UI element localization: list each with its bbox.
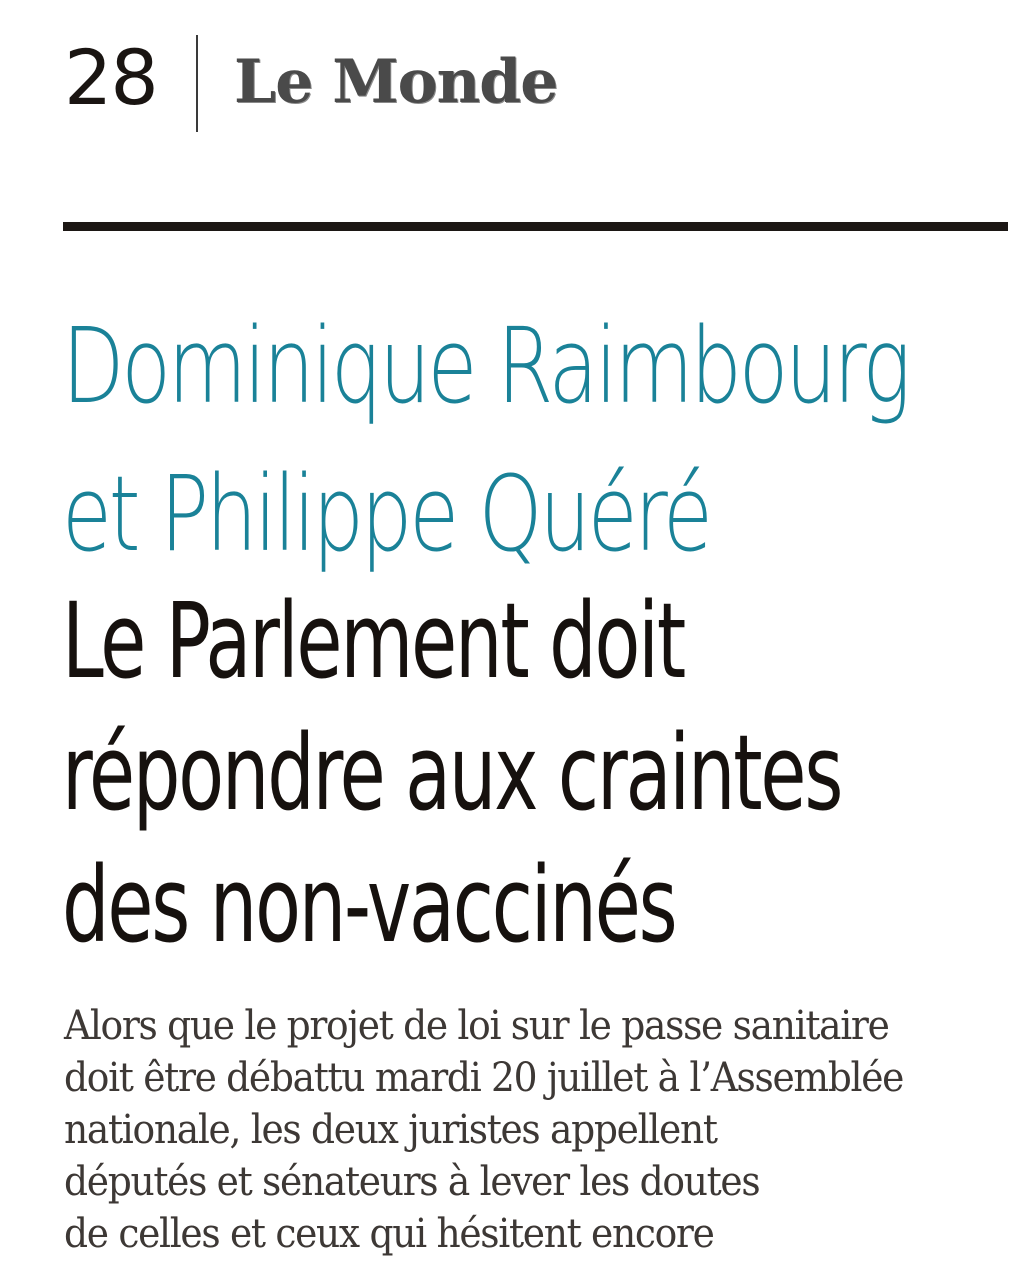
page-number: 28 [64,33,157,122]
headline-line: répondre aux craintes [62,712,842,834]
standfirst-line: députés et sénateurs à lever les doutes [64,1159,760,1205]
author-line: et Philippe Quéré [62,453,710,575]
standfirst-line: Alors que le projet de loi sur le passe sanitaire [64,1003,889,1049]
article-standfirst [64,1000,910,1260]
section-rule [63,222,1008,231]
article-headline [62,575,841,971]
standfirst-line: nationale, les deux juristes appellent [64,1107,717,1153]
headline-line: Le Parlement doit [62,580,685,702]
standfirst-line: de celles et ceux qui hésitent encore [64,1211,714,1257]
publication-logo: Le Monde [234,47,558,117]
standfirst-line: doit être débattu mardi 20 juillet à l’Assemblée [64,1055,904,1101]
author-line: Dominique Raimbourg [62,305,908,427]
article-authors [62,292,908,588]
masthead-divider [196,35,198,132]
headline-line: des non-vaccinés [62,844,676,966]
